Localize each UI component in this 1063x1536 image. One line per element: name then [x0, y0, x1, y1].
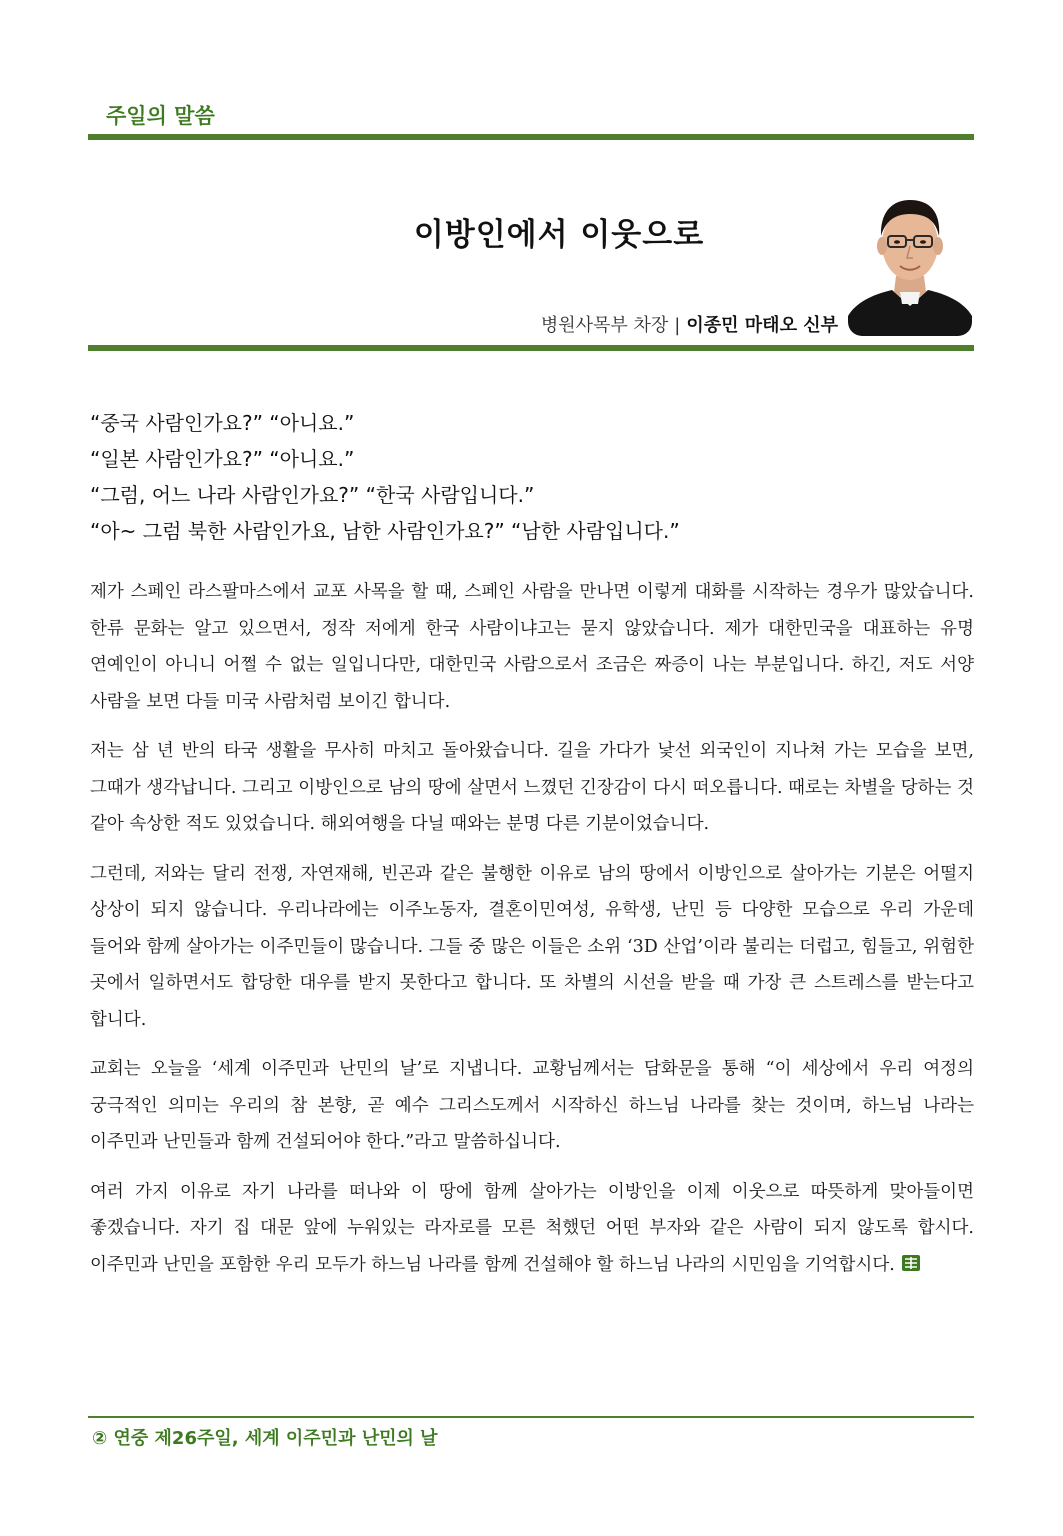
body-paragraph-last: [90, 1174, 974, 1284]
dialogue-line: “중국 사람인가요?” “아니요.”: [90, 411, 355, 435]
body-paragraph: 그런데, 저와는 달리 전쟁, 자연재해, 빈곤과 같은 불행한 이유로 남의 땅에서 이방인으로 살아가는 기분은 어떨지 상상이 되지 않습니다. 우리나라에는 이주노동자, 결혼이민여성, 유학생, 난민 등 다양한 모습으로 우리 가운데 들어와 함께 살아가는 이주민들이 많습니다. 그들 중 많은 이들은 소위 ‘3D 산업’이라 불리는 더럽고, 힘들고, 위험한 곳에서 일하면서도 합당한 대우를 받지 못한다고 합니다. 또 차별의 시선을 받을 때 가장 큰 스트레스를 받는다고 합니다.: [90, 863, 974, 1030]
body-paragraph: 교회는 오늘을 ‘세계 이주민과 난민의 날’로 지냅니다. 교황님께서는 담화문을 통해 “이 세상에서 우리 여정의 궁극적인 의미는 우리의 참 본향, 곧 예수 그리스도께서 시작하신 하느님 나라를 찾는 것이며, 하느님 나라는 이주민과 난민들과 함께 건설되어야 한다.”라고 말씀하십니다.: [90, 1059, 974, 1152]
header-top-rule: [88, 134, 974, 140]
byline-name: 이종민 마태오 신부: [686, 315, 838, 336]
dialogue-block: [90, 405, 974, 549]
footer-rule: [88, 1416, 974, 1418]
section-label: 주일의 말씀: [106, 104, 215, 128]
header-bottom-rule: [88, 345, 974, 351]
end-mark-icon: [901, 1249, 921, 1267]
byline: [541, 311, 838, 337]
byline-separator: |: [674, 315, 681, 336]
body-paragraph-text: 여러 가지 이유로 자기 나라를 떠나와 이 땅에 함께 살아가는 이방인을 이제 이웃으로 따뜻하게 맞아들이면 좋겠습니다. 자기 집 대문 앞에 누워있는 라자로를 모른 척했던 어떤 부자와 같은 사람이 되지 않도록 합시다. 이주민과 난민을 포함한 우리 모두가 하느님 나라를 함께 건설해야 할 하느님 나라의 시민임을 기억합시다.: [90, 1181, 974, 1275]
dialogue-line: “그럼, 어느 나라 사람인가요?” “한국 사람입니다.”: [90, 483, 535, 507]
priest-portrait-icon: [848, 188, 972, 336]
dialogue-line: “아~ 그럼 북한 사람인가요, 남한 사람인가요?” “남한 사람입니다.”: [90, 519, 680, 543]
body-paragraph: 제가 스페인 라스팔마스에서 교포 사목을 할 때, 스페인 사람을 만나면 이렇게 대화를 시작하는 경우가 많았습니다. 한류 문화는 알고 있으면서, 정작 저에게 한국 사람이냐고는 묻지 않았습니다. 제가 대한민국을 대표하는 유명 연예인이 아니니 어쩔 수 없는 일입니다만, 대한민국 사람으로서 조금은 짜증이 나는 부분입니다. 하긴, 저도 서양 사람을 보면 다들 미국 사람처럼 보이긴 합니다.: [90, 582, 974, 712]
body-paragraph: 저는 삼 년 반의 타국 생활을 무사히 마치고 돌아왔습니다. 길을 가다가 낯선 외국인이 지나쳐 가는 모습을 보면, 그때가 생각납니다. 그리고 이방인으로 남의 땅에 살면서 느꼈던 긴장감이 다시 떠오릅니다. 때로는 차별을 당하는 것 같아 속상한 적도 있었습니다. 해외여행을 다닐 때와는 분명 다른 기분이었습니다.: [90, 741, 974, 834]
article-body: [90, 574, 974, 1296]
footer-text: ② 연중 제26주일, 세계 이주민과 난민의 날: [92, 1428, 438, 1449]
dialogue-line: “일본 사람인가요?” “아니요.”: [90, 447, 355, 471]
byline-role: 병원사목부 차장: [540, 315, 669, 336]
article-title: 이방인에서 이웃으로: [413, 217, 705, 253]
